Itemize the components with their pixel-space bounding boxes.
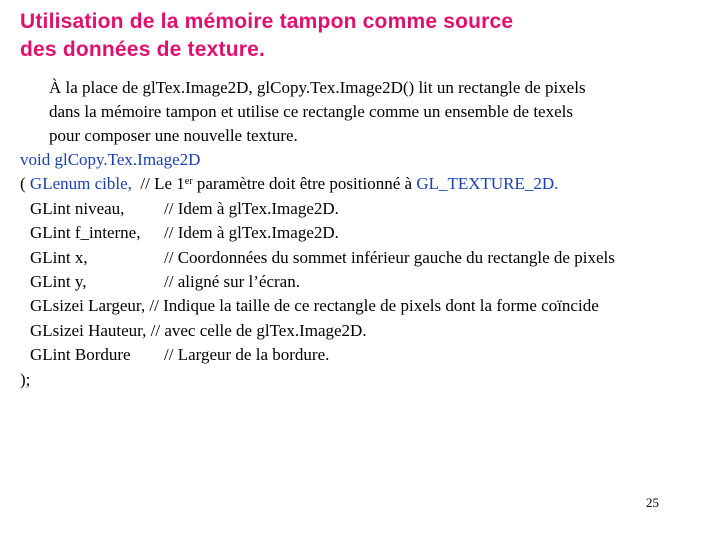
intro-paragraph: [49, 76, 709, 148]
param-type-name: GLint x,: [30, 247, 88, 267]
param-comment: // Largeur de la bordure.: [164, 345, 330, 365]
intro-line-2: dans la mémoire tampon et utilise ce rectangle comme un ensemble de texels: [49, 102, 573, 121]
param-type-name: GLsizei Largeur,: [30, 296, 146, 316]
param-type-name: GLint niveau,: [30, 198, 125, 218]
intro-line-3: pour composer une nouvelle texture.: [49, 126, 298, 145]
function-name: void glCopy.Tex.Image2D: [20, 150, 201, 169]
param-comment: // Coordonnées du sommet inférieur gauche du rectangle de pixels: [164, 247, 615, 267]
param-line-f-interne: [20, 221, 710, 245]
param-comment: // Idem à glTex.Image2D.: [164, 223, 339, 243]
param-line-niveau: [20, 197, 710, 221]
page-number: 25: [646, 495, 659, 510]
slide-title: [20, 8, 710, 64]
slide-title-line-2: des données de texture.: [20, 38, 266, 61]
param-comment: // aligné sur l’écran.: [164, 271, 300, 291]
param-type-name: GLenum cible,: [29, 174, 132, 194]
open-paren: (: [20, 174, 26, 194]
param-comment: // Le 1er paramètre doit être positionné à GL_TEXTURE_2D.: [140, 174, 559, 194]
param-comment: // avec celle de glTex.Image2D.: [150, 320, 367, 340]
param-type-name: GLint Bordure: [30, 345, 131, 365]
param-type-name: GLint y,: [30, 271, 87, 291]
param-line-bordure: [20, 343, 710, 367]
slide-title-line-1: Utilisation de la mémoire tampon comme source: [20, 10, 514, 33]
function-signature: [20, 148, 710, 172]
param-line-x: [20, 246, 710, 270]
param-line-cible: [20, 172, 710, 196]
param-line-largeur: [20, 294, 710, 318]
param-comment: // Idem à glTex.Image2D.: [164, 198, 339, 218]
param-type-name: GLint f_interne,: [30, 223, 141, 243]
param-line-y: [20, 270, 710, 294]
param-line-hauteur: [20, 319, 710, 343]
function-signature-block: [20, 148, 710, 392]
constant-gl-texture-2d: GL_TEXTURE_2D.: [416, 174, 559, 194]
param-type-name: GLsizei Hauteur,: [30, 320, 147, 340]
intro-line-1: À la place de glTex.Image2D, glCopy.Tex.Image2D() lit un rectangle de pixels: [49, 78, 586, 97]
param-comment: // Indique la taille de ce rectangle de pixels dont la forme coïncide: [149, 296, 599, 316]
close-paren: );: [20, 369, 31, 389]
